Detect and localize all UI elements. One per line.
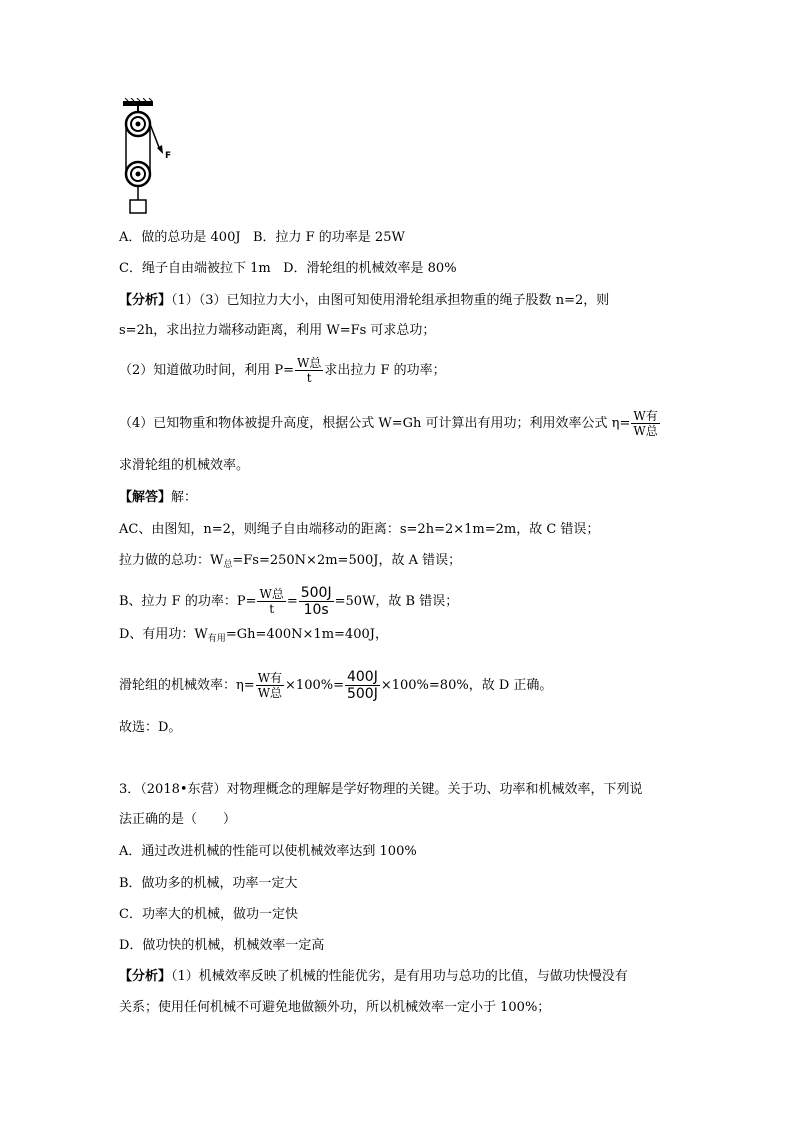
question3-stem-2: 法正确的是（ ） [119, 812, 237, 827]
fraction-500j-10s: $\frac{500J}{10s}$ [300, 585, 332, 618]
fraction-efficiency: $\frac{\text{W有}}{\text{W总}}$ [633, 409, 658, 438]
q3-analysis-line-1: 【分析】（1）机械效率反映了机械的性能优劣，是有用功与总功的比值，与做功快慢没有 [119, 969, 628, 984]
analysis-tag: 【分析】 [119, 293, 172, 308]
fraction-400j-500j: $\frac{400J}{500J}$ [346, 669, 378, 702]
fraction-wuseful-wtotal: $\frac{\text{W有}}{\text{W总}}$ [257, 671, 283, 700]
solution-tag-line: 【解答】解： [119, 490, 198, 505]
question3-option-b: B．做功多的机械，功率一定大 [119, 876, 298, 891]
option-c: C．绳子自由端被拉下 1m [119, 261, 271, 276]
question3-option-a: A．通过改进机械的性能可以使机械效率达到 100% [119, 844, 417, 859]
pulley-diagram [119, 98, 179, 218]
q3-analysis-line-2: 关系；使用任何机械不可避免地做额外功，所以机械效率一定小于 100%； [119, 1000, 551, 1015]
fraction-w-over-t: $\frac{\text{W总}}{t}$ [259, 587, 284, 616]
solution-line-5: 滑轮组的机械效率：η= $\frac{\text{W有}}{\text{W总}}$ ×100%= $\frac{400J}{500J}$ ×100%=80%，故 D 正确。 [119, 669, 553, 702]
solution-line-1: AC、由图知，n=2，则绳子自由端移动的距离：s=2h=2×1m=2m，故 C 错误； [119, 522, 600, 537]
option-row-cd [119, 260, 457, 278]
question3-option-c: C．功率大的机械，做功一定快 [119, 907, 298, 922]
answer-line: 故选：D。 [119, 720, 182, 735]
analysis-line-4: （4）已知物重和物体被提升高度，根据公式 W=Gh 可计算出有用功；利用效率公式 η= $\frac{\text{W有}}{\text{W总}}$ [119, 409, 658, 438]
analysis-line-1: 【分析】（1）（3）已知拉力大小，由图可知使用滑轮组承担物重的绳子股数 n=2，则 [119, 293, 610, 308]
force-label: F [165, 151, 172, 161]
option-a: A．做的总功是 400J [119, 230, 241, 245]
analysis-line-3: （2）知道做功时间，利用 P= $\frac{\text{W总}}{t}$ 求出拉力 F 的功率； [119, 356, 446, 385]
option-d: D．滑轮组的机械效率是 80% [283, 261, 457, 276]
solution-line-2: 拉力做的总功：$W_总=Fs=250N\times 2m=500J$，故 A 错误； [119, 553, 462, 570]
fraction-power: $\frac{\text{W总}}{t}$ [297, 356, 322, 385]
solution-tag: 【解答】 [119, 490, 172, 505]
option-row-ab [119, 229, 405, 247]
option-b: B．拉力 F 的功率是 25W [252, 230, 405, 245]
question3-stem-1: 3．（2018•东营）对物理概念的理解是学好物理的关键。关于功、功率和机械效率，下列说 [119, 782, 643, 797]
solution-line-4: D、有用功：$W_{有用}=Gh=400N\times 1m=400J$， [119, 627, 388, 644]
question3-option-d: D．做功快的机械，机械效率一定高 [119, 938, 325, 953]
solution-line-3: B、拉力 F 的功率：P= $\frac{\text{W总}}{t}$ = $\frac{500J}{10s}$ =50W，故 B 错误； [119, 585, 459, 618]
analysis-line-5: 求滑轮组的机械效率。 [119, 458, 250, 473]
analysis-line-2: s=2h，求出拉力端移动距离，利用 W=Fs 可求总功； [119, 323, 436, 338]
